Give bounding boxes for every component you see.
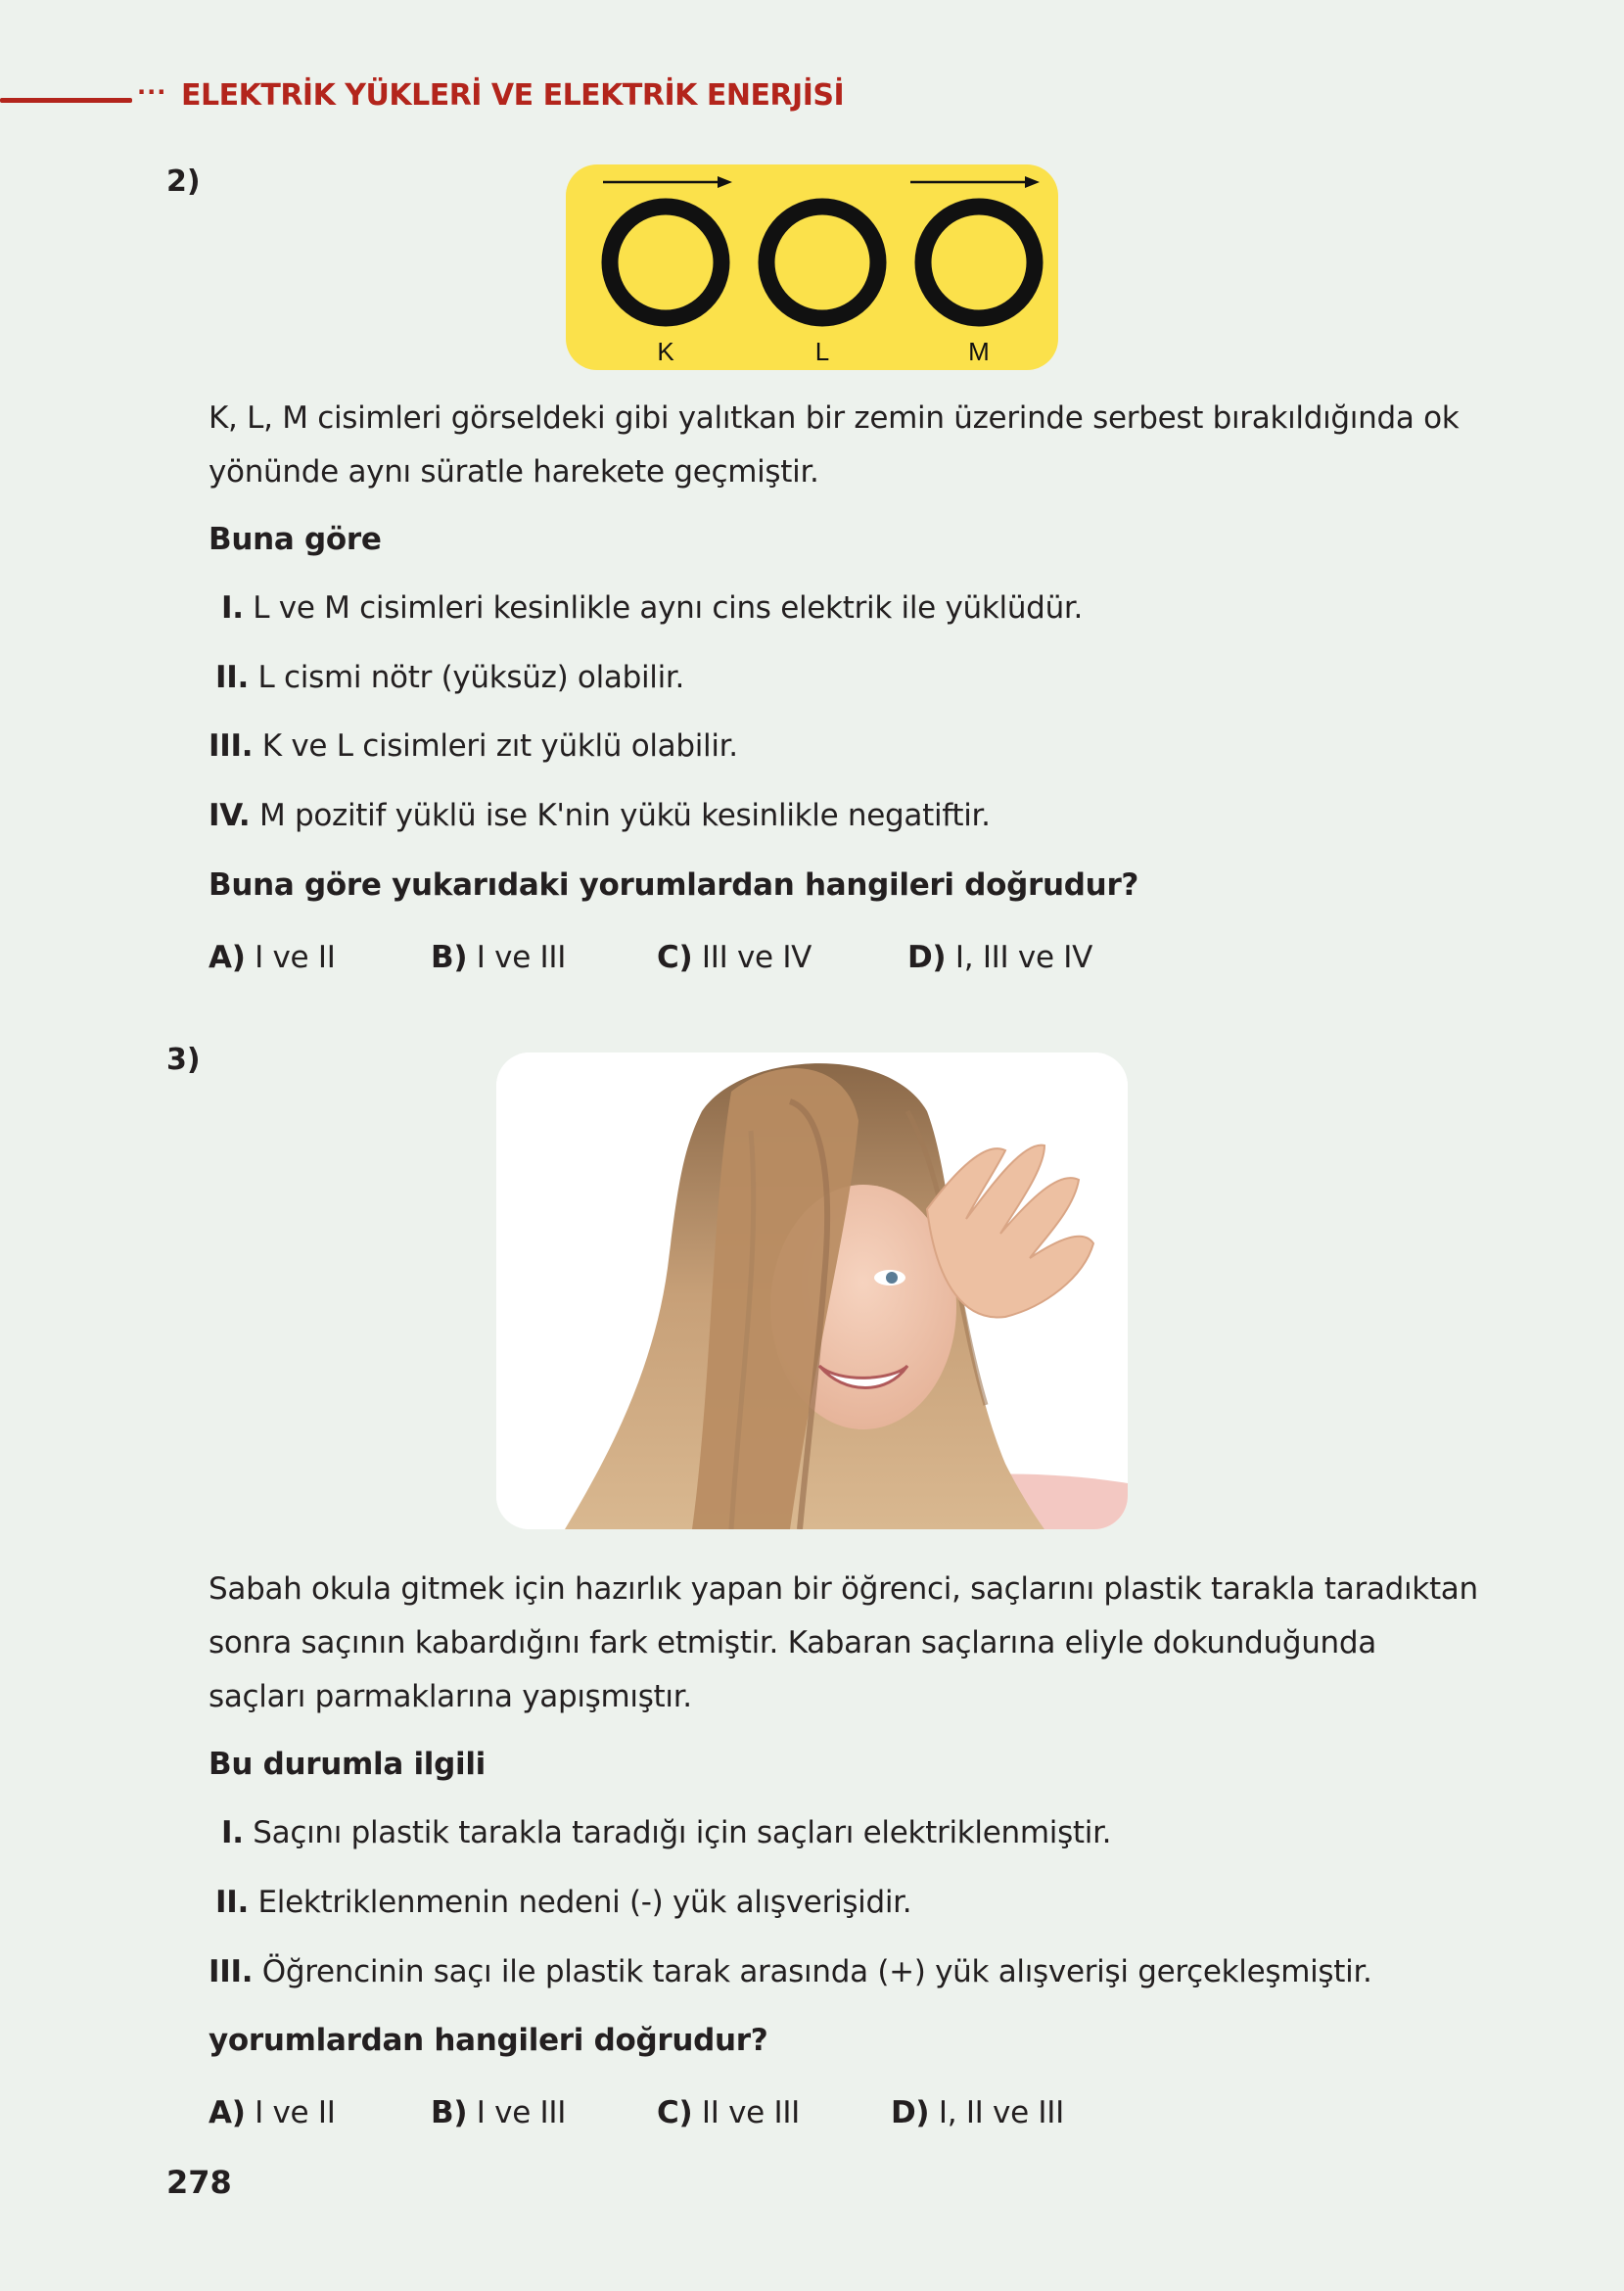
statement-text: Saçını plastik tarakla taradığı için saçları elektriklenmiştir. <box>243 1815 1112 1850</box>
option-text: I, III ve IV <box>946 940 1093 975</box>
option-letter: A) <box>209 940 246 975</box>
option-letter: C) <box>657 2095 693 2130</box>
question-2-lead: Buna göre <box>209 522 382 557</box>
page-number: 278 <box>166 2164 232 2201</box>
ring-k <box>610 207 721 318</box>
label-k: K <box>657 337 674 366</box>
q3-statement-2 <box>215 1876 911 1930</box>
statement-numeral: III. <box>209 1954 254 1989</box>
q2-statement-2 <box>215 651 684 705</box>
q2-statement-4 <box>209 789 991 843</box>
q2-option-a[interactable] <box>209 940 336 975</box>
klm-diagram <box>566 164 1058 370</box>
girl-static-hair-illustration <box>496 1052 1128 1529</box>
statement-text: L cismi nötr (yüksüz) olabilir. <box>248 660 685 695</box>
statement-text: L ve M cisimleri kesinlikle aynı cins elektrik ile yüklüdür. <box>243 590 1084 626</box>
header-rule <box>0 98 132 103</box>
statement-numeral: II. <box>215 660 249 695</box>
q3-statement-3 <box>209 1945 1372 1999</box>
option-letter: D) <box>891 2095 930 2130</box>
option-text: I ve III <box>467 940 567 975</box>
chapter-title: ELEKTRİK YÜKLERİ VE ELEKTRİK ENERJİSİ <box>181 78 845 113</box>
option-text: II ve III <box>692 2095 801 2130</box>
question-3-lead: Bu durumla ilgili <box>209 1747 486 1782</box>
statement-text: M pozitif yüklü ise K'nin yükü kesinlikle negatiftir. <box>250 798 991 833</box>
question-2-number: 2) <box>166 164 201 199</box>
q2-statement-1 <box>221 582 1083 635</box>
option-letter: D) <box>907 940 947 975</box>
hair-photo <box>496 1052 1128 1529</box>
statement-numeral: I. <box>221 590 244 626</box>
q2-option-d[interactable] <box>907 940 1092 975</box>
option-text: I ve II <box>245 2095 336 2130</box>
statement-numeral: I. <box>221 1815 244 1850</box>
q2-statement-3 <box>209 720 738 773</box>
option-letter: C) <box>657 940 693 975</box>
label-m: M <box>968 337 990 366</box>
statement-numeral: III. <box>209 728 254 764</box>
q3-option-c[interactable] <box>657 2095 800 2130</box>
option-text: III ve IV <box>692 940 812 975</box>
q3-statement-1 <box>221 1806 1111 1860</box>
header-dots: ··· <box>137 78 167 106</box>
q3-option-d[interactable] <box>891 2095 1064 2130</box>
option-letter: B) <box>431 2095 468 2130</box>
q3-option-b[interactable] <box>431 2095 566 2130</box>
q2-option-b[interactable] <box>431 940 566 975</box>
statement-numeral: IV. <box>209 798 251 833</box>
option-text: I ve II <box>245 940 336 975</box>
question-3-paragraph: Sabah okula gitmek için hazırlık yapan bir öğrenci, saçlarını plastik tarakla taradıktan sonra saçının kabardığını fark etmiştir. Kabaran saçlarına eliyle dokunduğunda saçları parmaklarına yapışmıştır. <box>209 1571 1478 1714</box>
arrow-left <box>603 176 732 188</box>
statement-text: Elektriklenmenin nedeni (-) yük alışverişidir. <box>248 1885 912 1920</box>
option-text: I ve III <box>467 2095 567 2130</box>
option-letter: A) <box>209 2095 246 2130</box>
question-3-number: 3) <box>166 1043 201 1077</box>
ring-l <box>766 207 878 318</box>
statement-numeral: II. <box>215 1885 249 1920</box>
q3-option-a[interactable] <box>209 2095 336 2130</box>
ring-m <box>923 207 1035 318</box>
statement-text: Öğrencinin saçı ile plastik tarak arasında (+) yük alışverişi gerçekleşmiştir. <box>253 1954 1372 1989</box>
option-text: I, II ve III <box>929 2095 1064 2130</box>
arrow-right <box>910 176 1040 188</box>
option-letter: B) <box>431 940 468 975</box>
klm-figure <box>566 164 1058 370</box>
statement-text: K ve L cisimleri zıt yüklü olabilir. <box>253 728 738 764</box>
label-l: L <box>814 337 830 366</box>
question-2-prompt: Buna göre yukarıdaki yorumlardan hangileri doğrudur? <box>209 867 1139 903</box>
question-2-paragraph: K, L, M cisimleri görseldeki gibi yalıtkan bir zemin üzerinde serbest bırakıldığında ok yönünde aynı süratle harekete geçmiştir. <box>209 400 1460 490</box>
q2-option-c[interactable] <box>657 940 812 975</box>
question-3-prompt: yorumlardan hangileri doğrudur? <box>209 2023 768 2058</box>
